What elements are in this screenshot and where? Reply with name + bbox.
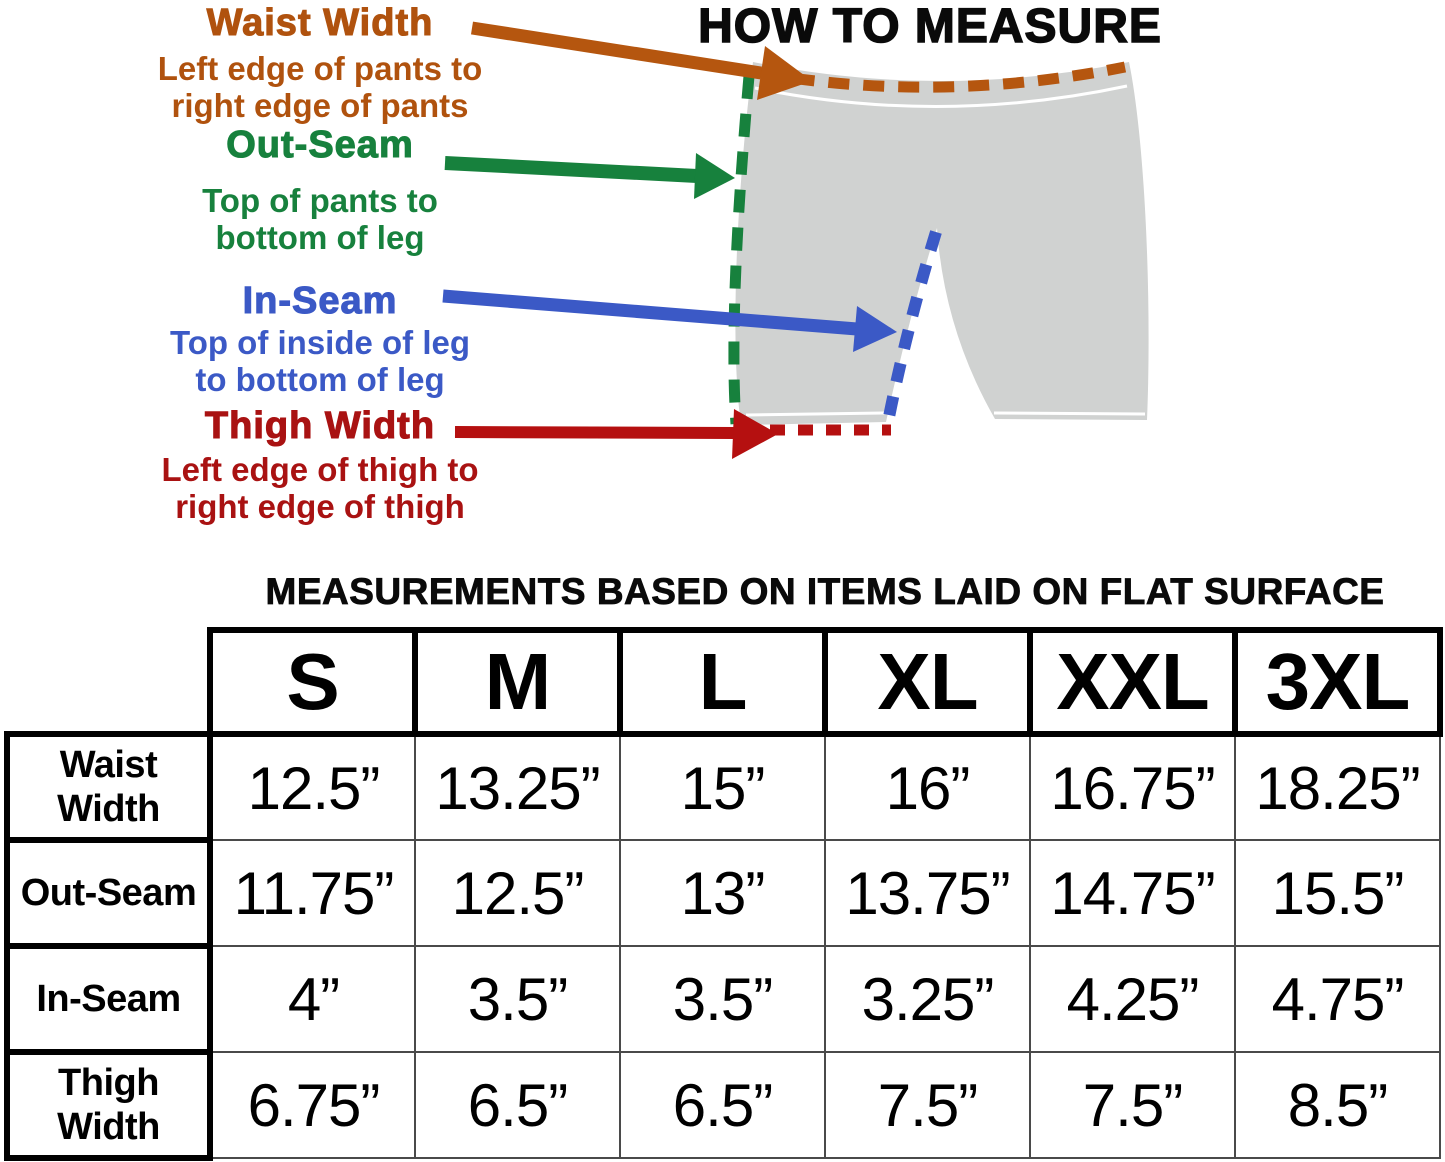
waist-width-value-xxl: 16.75” — [1030, 734, 1235, 840]
thigh-width-desc-line1: Left edge of thigh to — [161, 451, 479, 488]
out-seam-arrow — [445, 153, 735, 199]
in-seam-value-m: 3.5” — [415, 946, 620, 1052]
column-header-s: S — [210, 630, 415, 734]
table-heading: MEASUREMENTS BASED ON ITEMS LAID ON FLAT SURFACE — [265, 571, 1385, 612]
in-seam-value-l: 3.5” — [620, 946, 825, 1052]
waist-width-value-xl: 16” — [825, 734, 1030, 840]
table-row-out-seam — [7, 840, 1440, 946]
waist-width-value-3xl: 18.25” — [1235, 734, 1440, 840]
thigh-width-value-l: 6.5” — [620, 1052, 825, 1158]
in-seam-value-xl: 3.25” — [825, 946, 1030, 1052]
left-leg-hem-line — [746, 413, 884, 415]
page-title: HOW TO MEASURE — [698, 0, 1162, 53]
size-table-container — [4, 627, 1443, 1158]
table-row-waist-width — [7, 734, 1440, 840]
waist-width-desc-line1: Left edge of pants to — [157, 50, 483, 87]
in-seam-label: In-Seam — [242, 280, 398, 322]
row-header-out-seam: Out-Seam — [7, 840, 210, 946]
shorts-silhouette — [735, 62, 1148, 425]
out-seam-desc-line2: bottom of leg — [215, 219, 425, 256]
thigh-width-value-s: 6.75” — [210, 1052, 415, 1158]
in-seam-value-3xl: 4.75” — [1235, 946, 1440, 1052]
out-seam-value-3xl: 15.5” — [1235, 840, 1440, 946]
thigh-width-value-xl: 7.5” — [825, 1052, 1030, 1158]
column-header-l: L — [620, 630, 825, 734]
size-table — [4, 627, 1443, 1161]
in-seam-desc-line2: to bottom of leg — [195, 361, 445, 398]
row-header-waist-width: Waist Width — [7, 734, 210, 840]
out-seam-value-m: 12.5” — [415, 840, 620, 946]
out-seam-value-s: 11.75” — [210, 840, 415, 946]
row-header-in-seam: In-Seam — [7, 946, 210, 1052]
out-seam-label: Out-Seam — [226, 124, 414, 166]
row-header-thigh-width: Thigh Width — [7, 1052, 210, 1158]
table-corner-cell — [7, 630, 210, 734]
column-header-3xl: 3XL — [1235, 630, 1440, 734]
thigh-width-desc-line2: right edge of thigh — [175, 488, 465, 525]
column-header-xl: XL — [825, 630, 1030, 734]
waist-width-desc-line2: right edge of pants — [171, 87, 469, 124]
waist-width-value-l: 15” — [620, 734, 825, 840]
size-table-header-row — [7, 630, 1440, 734]
out-seam-value-xl: 13.75” — [825, 840, 1030, 946]
in-seam-value-s: 4” — [210, 946, 415, 1052]
thigh-width-value-3xl: 8.5” — [1235, 1052, 1440, 1158]
waist-width-label: Waist Width — [206, 2, 434, 44]
shorts-diagram — [0, 0, 1445, 560]
thigh-width-arrow — [455, 409, 778, 459]
out-seam-desc-line1: Top of pants to — [202, 182, 438, 219]
in-seam-desc-line1: Top of inside of leg — [169, 324, 471, 361]
in-seam-value-xxl: 4.25” — [1030, 946, 1235, 1052]
out-seam-value-xxl: 14.75” — [1030, 840, 1235, 946]
thigh-width-value-m: 6.5” — [415, 1052, 620, 1158]
column-header-xxl: XXL — [1030, 630, 1235, 734]
thigh-width-label: Thigh Width — [204, 405, 436, 447]
waist-width-value-m: 13.25” — [415, 734, 620, 840]
out-seam-value-l: 13” — [620, 840, 825, 946]
right-leg-hem-line — [994, 413, 1145, 414]
thigh-width-value-xxl: 7.5” — [1030, 1052, 1235, 1158]
waist-width-value-s: 12.5” — [210, 734, 415, 840]
column-header-m: M — [415, 630, 620, 734]
table-row-in-seam — [7, 946, 1440, 1052]
table-row-thigh-width — [7, 1052, 1440, 1158]
